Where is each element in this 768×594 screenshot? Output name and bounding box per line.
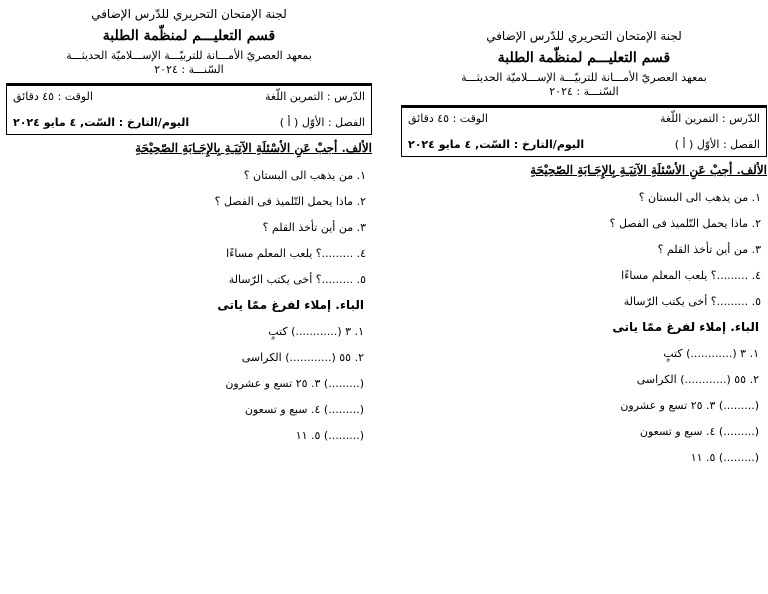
question-item: ٥. .........؟ أخى يكتب الرّسالة — [623, 295, 761, 308]
question-item: ٢. ماذا يحمل التّلميذ فى الفصل ؟ — [214, 195, 366, 208]
fill-item: ١. ٣ (............) كتبٍ — [663, 347, 759, 360]
exam-info-box — [401, 107, 767, 157]
fill-item: (.........) ٤. سبع و تسعون — [244, 403, 364, 416]
question-item: ١. من يذهب الى البستان ؟ — [638, 191, 761, 204]
fill-item: (.........) ٥. ١١ — [690, 451, 759, 464]
section-b-title: الباء. إملاء لفرغ ممّا ياتى — [217, 298, 364, 312]
fill-item: (.........) ٥. ١١ — [295, 429, 364, 442]
question-item: ٣. من أين تأخذ القلم ؟ — [262, 221, 366, 234]
question-item: ١. من يذهب الى البستان ؟ — [243, 169, 366, 182]
fill-item: (.........) ٣. ٢٥ تسع و عشرون — [225, 377, 364, 390]
exam-info-box — [6, 85, 372, 135]
time-field: الوقت : ٤٥ دقائق — [13, 90, 93, 103]
question-item: ٣. من أين تأخذ القلم ؟ — [657, 243, 761, 256]
lesson-field: الدّرس : التمرين اللّغة — [265, 90, 365, 103]
date-field: اليوم/التارخ : السّت, ٤ مايو ٢٠٢٤ — [408, 138, 585, 151]
section-a-title: الألف. أجبْ عَنِ الأسْئلَةِ الآتِيَـةِ بِالإِجَـابَةِ الصّحِيْحَةِ — [530, 163, 767, 177]
question-item: ٥. .........؟ أخى يكتب الرّسالة — [228, 273, 366, 286]
fill-item: ٢. ٥٥ (............) الكراسى — [636, 373, 759, 386]
question-item: ٤. .........؟ يلعب المعلم مساءًا — [226, 247, 366, 260]
question-item: ٤. .........؟ يلعب المعلم مساءًا — [621, 269, 761, 282]
committee-title: لجنة الإمتحان التحريري للدّرس الإضافي — [486, 29, 682, 43]
class-field: الفصل : الأوّل ( أ ) — [279, 116, 365, 129]
exam-year: السّنـــة : ٢٠٢٤ — [549, 85, 619, 98]
fill-item: (.........) ٣. ٢٥ تسع و عشرون — [620, 399, 759, 412]
time-field: الوقت : ٤٥ دقائق — [408, 112, 488, 125]
fill-item: (.........) ٤. سبع و تسعون — [639, 425, 759, 438]
institute-name: بمعهد العصريّ الأمـــانة للتربيّـــة الإســـلاميّة الحديثـــة — [66, 49, 312, 62]
section-b-title: الباء. إملاء لفرغ ممّا ياتى — [612, 320, 759, 334]
lesson-field: الدّرس : التمرين اللّغة — [660, 112, 760, 125]
committee-title: لجنة الإمتحان التحريري للدّرس الإضافي — [91, 7, 287, 21]
exam-sheet-right — [401, 28, 767, 465]
exam-sheet-left — [6, 6, 372, 443]
exam-header — [6, 6, 372, 77]
exam-header — [401, 28, 767, 99]
department-title: قسم التعليـــم لمنظّمة الطلبة — [102, 28, 276, 44]
fill-item: ١. ٣ (............) كتبٍ — [268, 325, 364, 338]
section-a-title: الألف. أجبْ عَنِ الأسْئلَةِ الآتِيَـةِ بِالإِجَـابَةِ الصّحِيْحَةِ — [135, 141, 372, 155]
date-field: اليوم/التارخ : السّت, ٤ مايو ٢٠٢٤ — [13, 116, 190, 129]
exam-year: السّنـــة : ٢٠٢٤ — [154, 63, 224, 76]
class-field: الفصل : الأوّل ( أ ) — [674, 138, 760, 151]
question-item: ٢. ماذا يحمل التّلميذ فى الفصل ؟ — [609, 217, 761, 230]
institute-name: بمعهد العصريّ الأمـــانة للتربيّـــة الإســـلاميّة الحديثـــة — [461, 71, 707, 84]
fill-item: ٢. ٥٥ (............) الكراسى — [241, 351, 364, 364]
department-title: قسم التعليـــم لمنظّمة الطلبة — [497, 50, 671, 66]
